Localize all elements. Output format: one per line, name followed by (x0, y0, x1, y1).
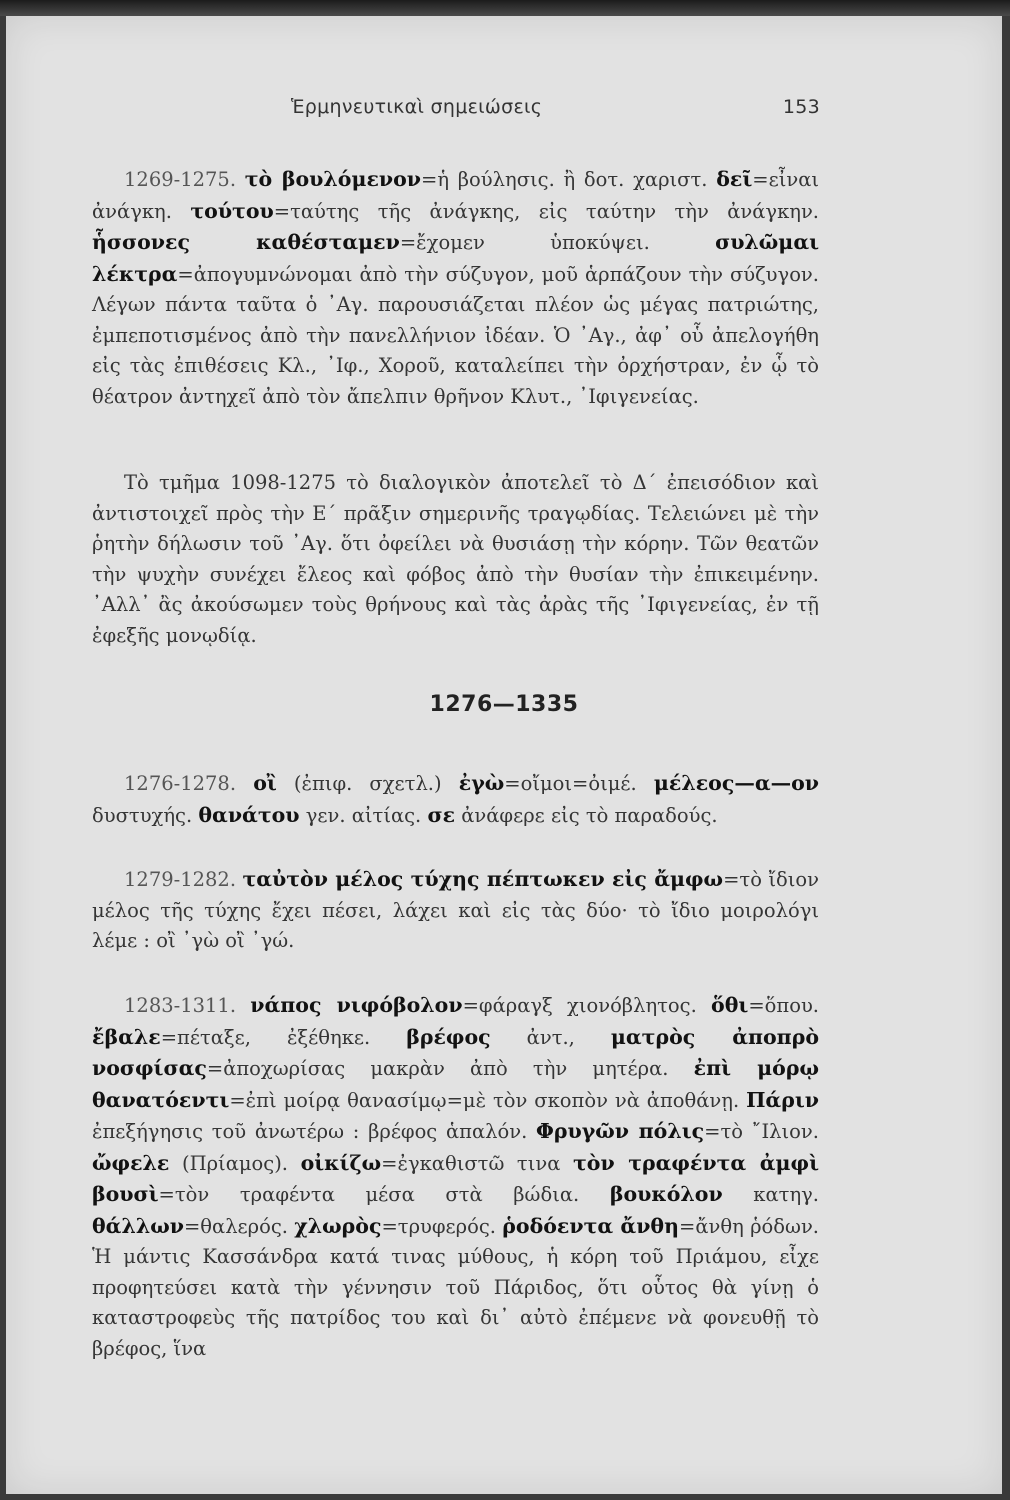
gloss: =ἔχομεν ὑποκύψει. (399, 231, 716, 254)
lemma: ἐπὶ μόρῳ θανατόεντι (92, 1056, 819, 1112)
lemma: Φρυγῶν πόλις (536, 1119, 705, 1143)
lemma: χλωρὸς (294, 1213, 382, 1238)
gloss: (ἐπιφ. σχετλ.) (276, 772, 459, 795)
gloss: κατηγ. (722, 1183, 819, 1206)
line-ref: 1269-1275. (124, 168, 237, 191)
gloss: =πέταξε, ἐξέθηκε. (160, 1025, 407, 1049)
gloss: =ταύτης τῆς ἀνάγκης, εἰς ταύτην τὴν ἀνάγκην. (273, 199, 819, 223)
lemma: ῥοδόεντα ἄνθη (502, 1213, 680, 1238)
note-1269-1275 (92, 164, 819, 412)
line-ref: 1283-1311. (124, 994, 237, 1017)
lemma: Πάριν (746, 1087, 819, 1112)
lemma: θάλλων (92, 1213, 184, 1238)
gloss: (Πρίαμος). (169, 1151, 301, 1175)
lemma: ἐγὼ (458, 771, 505, 795)
gloss: =φάραγξ χιονόβλητος. (462, 994, 712, 1017)
line-ref: 1276-1278. (124, 772, 237, 795)
gloss: ἀνάφερε εἰς τὸ παραδούς. (455, 803, 718, 827)
lemma: τὸ βουλόμενον (244, 167, 422, 191)
note-1276-1278 (92, 768, 819, 831)
gloss: ἀντ., (490, 1025, 611, 1049)
gloss: δυστυχής. (92, 803, 199, 827)
lemma: ὤφελε (92, 1150, 170, 1175)
lemma: βρέφος (406, 1024, 491, 1049)
lemma: σε (427, 802, 456, 827)
lemma: δεῖ (716, 167, 753, 191)
page-number: 153 (782, 96, 820, 118)
lemma: βουκόλον (609, 1182, 723, 1206)
note-1283-1311 (92, 990, 819, 1364)
note-1279-1282 (92, 864, 819, 957)
paragraph-tmima: Τὸ τμῆμα 1098-1275 τὸ διαλογικὸν ἀποτελεῖ τὸ Δ΄ ἐπεισόδιον καὶ ἀντιστοιχεῖ πρὸς τὴν Ε΄ πρᾶξιν σημερινῆς τραγῳδίας. Τελειώνει μὲ τὴν ῥητὴν δήλωσιν τοῦ ᾿Αγ. ὅτι ὀφείλει νὰ θυσιάσῃ τὴν κόρην. Τῶν θεατῶν τὴν ψυχὴν συνέχει ἔλεος καὶ φόβος ἀπὸ τὴν θυσίαν τὴν ἐπικειμένην. ᾿Αλλ᾿ ἂς ἀκούσωμεν τοὺς θρήνους καὶ τὰς ἀρὰς τῆς ᾿Ιφιγενείας, ἐν τῇ ἐφεξῆς μονῳδίᾳ. (92, 471, 819, 647)
lemma: θανάτου (198, 802, 300, 827)
gloss: =εἶναι ἀνάγκη. (92, 168, 820, 223)
gloss: =ἐγκαθιστῶ τινα (381, 1151, 573, 1175)
gloss: =οἴμοι=ὀιμέ. (504, 772, 654, 795)
gloss: ἐπεξήγησις τοῦ ἀνωτέρω : βρέφος ἁπαλόν. (92, 1120, 536, 1143)
lemma: τὸν τραφέντα ἀμφὶ βουσὶ (92, 1150, 819, 1206)
gloss: =ἄνθη ῥόδων. Ἡ μάντις Κασσάνδρα κατά τινας μύθους, ἡ κόρη τοῦ Πριάμου, εἶχε προφητεύσει κατὰ τὴν γέννησιν τοῦ Πάριδος, ὅτι οὗτος θὰ γίνῃ ὁ καταστροφεὺς τῆς πατρίδος του καὶ δι᾿ αὐτὸ ἐπέμενε νὰ φονευθῇ τὸ βρέφος, ἵνα (92, 1214, 819, 1360)
lemma: τούτου (190, 198, 274, 223)
gloss: =τὸ ἴδιον μέλος τῆς τύχης ἔχει πέσει, λάχει καὶ εἰς τὰς δύο· τὸ ἴδιο μοιρολόγι λέμε : οἲ ᾿γὼ οἲ ᾿γώ. (92, 868, 819, 952)
section-heading: 1276—1335 (429, 692, 579, 717)
lemma: νάπος νιφόβολον (250, 993, 463, 1017)
line-ref: 1279-1282. (124, 868, 237, 891)
running-head-title: Ἑρμηνευτικαὶ σημειώσεις (291, 96, 543, 118)
gloss: =ἡ βούλησις. (421, 168, 564, 191)
lemma: συλῶμαι λέκτρα (92, 230, 820, 286)
lemma: ἔβαλε (92, 1024, 161, 1049)
gloss: =τὸν τραφέντα μέσα στὰ βώδια. (158, 1183, 610, 1206)
gloss: =τρυφερός. (381, 1214, 503, 1238)
lemma: οἰκίζω (300, 1150, 382, 1175)
gloss: =θαλερός. (183, 1214, 295, 1238)
gloss: γεν. αἰτίας. (299, 803, 428, 827)
lemma: ἧσσονες καθέσταμεν (92, 230, 400, 254)
lemma: οἲ (253, 771, 277, 795)
gloss: =ὅπου. (748, 994, 819, 1017)
gloss: =ἐπὶ μοίρᾳ θανασίμῳ=μὲ τὸν σκοπὸν νὰ ἀποθάνῃ. (229, 1088, 747, 1112)
gloss: =ἀποχωρίσας μακρὰν ἀπὸ τὴν μητέρα. (206, 1057, 694, 1080)
lemma: ταὐτὸν μέλος τύχης πέπτωκεν εἰς ἄμφω (242, 867, 724, 891)
gloss: ἢ δοτ. χαριστ. (563, 168, 717, 191)
gloss: =τὸ ῎Ιλιον. (704, 1120, 819, 1143)
lemma: μέλεος—α—ον (653, 771, 819, 795)
gloss: =ἀπογυμνώνομαι ἀπὸ τὴν σύζυγον, μοῦ ἁρπάζουν τὴν σύζυγον. Λέγων πάντα ταῦτα ὁ ᾿Αγ. παρουσιάζεται πλέον ὡς μέγας πατριώτης, ἐμπεποτισμένος ἀπὸ τὴν πανελλήνιον ἰδέαν. Ὁ ᾿Αγ., ἀφ᾿ οὗ ἀπελογήθη εἰς τὰς ἐπιθέσεις Κλ., ᾿Ιφ., Χοροῦ, καταλείπει τὴν ὀρχήστραν, ἐν ᾧ τὸ θέατρον ἀντηχεῖ ἀπὸ τὸν ἄπελπιν θρῆνον Κλυτ., ᾿Ιφιγενείας. (92, 262, 819, 408)
book-page (6, 16, 1002, 1494)
lemma: ματρὸς ἀποπρὸ νοσφίσας (92, 1024, 819, 1080)
scan-top-shadow (0, 0, 1010, 16)
lemma: ὅθι (711, 993, 749, 1017)
